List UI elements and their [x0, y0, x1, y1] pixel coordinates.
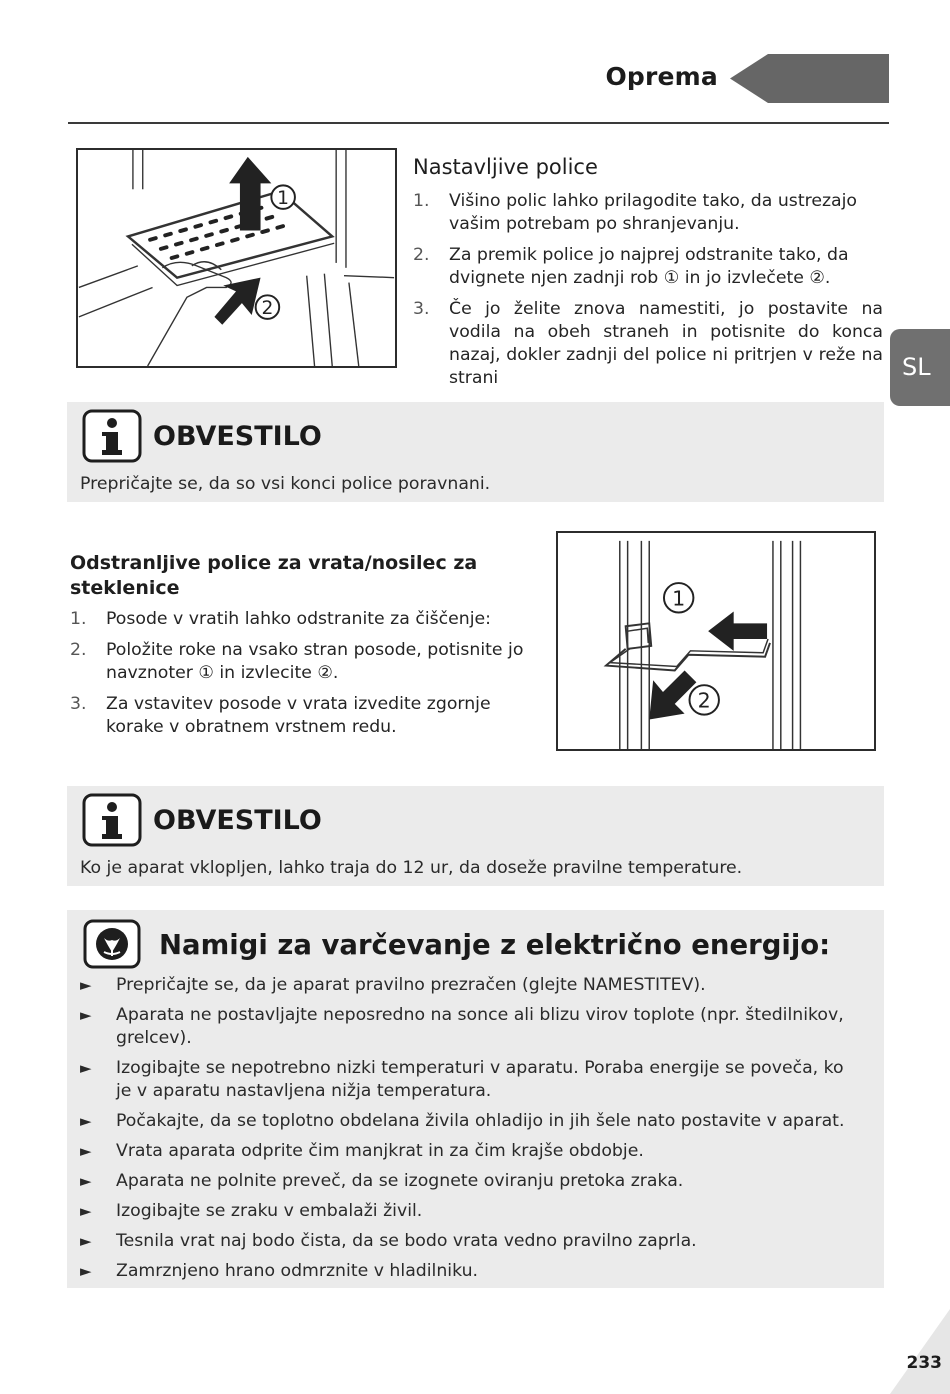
- bullet-arrow-icon: ►: [80, 1059, 92, 1077]
- door-shelves-steps: [70, 608, 540, 747]
- list-item: ► Tesnila vrat naj bodo čista, da se bodo vrata vedno pravilno zaprla.: [80, 1231, 697, 1251]
- language-tab-label: SL: [902, 353, 931, 381]
- page-corner-decoration: [890, 1309, 950, 1394]
- energy-tips-box: [67, 910, 884, 1288]
- bullet-arrow-icon: ►: [80, 1112, 92, 1130]
- header-divider: [68, 122, 889, 124]
- bullet-arrow-icon: ►: [80, 1262, 92, 1280]
- list-item: 3. Če jo želite znova namestiti, jo postavite na vodila na obeh straneh in potisnite do konca nazaj, dokler zadnji del police ni pritrjen v reže na strani: [413, 299, 883, 388]
- adjustable-shelves-steps: [413, 190, 883, 398]
- adjustable-shelf-illustration: [76, 148, 397, 368]
- energy-tips-heading: Namigi za varčevanje z električno energijo:: [159, 929, 831, 961]
- adjustable-shelves-heading: Nastavljive police: [413, 155, 598, 179]
- figure2-label-2: 2: [697, 688, 711, 713]
- page-number: 233: [906, 1353, 942, 1373]
- list-item: ► Zamrznjeno hrano odmrznite v hladilniku.: [80, 1261, 479, 1281]
- bullet-arrow-icon: ►: [80, 1172, 92, 1190]
- list-item: ► Izogibajte se nepotrebno nizki temperaturi v aparatu. Poraba energije se poveča, ko je v aparatu nastavljena nižja temperatura.: [80, 1058, 844, 1101]
- notice-box-shelf-alignment: [67, 402, 884, 502]
- bullet-arrow-icon: ►: [80, 1006, 92, 1024]
- notice-text: Ko je aparat vklopljen, lahko traja do 12 ur, da doseže pravilne temperature.: [80, 858, 743, 878]
- door-shelves-heading: Odstranljive police za vrata/nosilec za steklenice: [70, 552, 478, 599]
- bullet-arrow-icon: ►: [80, 1142, 92, 1160]
- language-tab: [890, 329, 950, 406]
- list-item: 2. Položite roke na vsako stran posode, potisnite jo navznoter ① in izvlecite ②.: [70, 640, 524, 683]
- info-icon: [81, 792, 143, 848]
- figure1-label-1: 1: [277, 188, 290, 209]
- figure1-label-2: 2: [261, 297, 274, 319]
- notice-heading: OBVESTILO: [153, 805, 322, 836]
- header-arrow-decoration: [730, 54, 889, 103]
- notice-text: Prepričajte se, da so vsi konci police poravnani.: [80, 474, 491, 494]
- door-shelf-illustration: [556, 531, 876, 751]
- list-item: 2. Za premik police jo najprej odstranite tako, da dvignete njen zadnji rob ① in jo izvlečete ②.: [413, 245, 849, 288]
- bullet-arrow-icon: ►: [80, 1232, 92, 1250]
- notice-heading: OBVESTILO: [153, 421, 322, 452]
- figure2-label-1: 1: [672, 586, 686, 611]
- list-item: 3. Za vstavitev posode v vrata izvedite zgornje korake v obratnem vrstnem redu.: [70, 694, 491, 737]
- list-item: ► Počakajte, da se toplotno obdelana živila ohladijo in jih šele nato postavite v aparat.: [80, 1111, 845, 1131]
- list-item: ► Izogibajte se zraku v embalaži živil.: [80, 1201, 423, 1221]
- list-item: ► Prepričajte se, da je aparat pravilno prezračen (glejte NAMESTITEV).: [80, 975, 706, 995]
- list-item: ► Aparata ne polnite preveč, da se izognete oviranju pretoka zraka.: [80, 1171, 684, 1191]
- info-icon: [81, 408, 143, 464]
- page-section-title: Oprema: [605, 62, 718, 91]
- list-item: ► Vrata aparata odprite čim manjkrat in za čim krajše obdobje.: [80, 1141, 644, 1161]
- list-item: ► Aparata ne postavljajte neposredno na sonce ali blizu virov toplote (npr. štedilnikov, grelcev).: [80, 1005, 844, 1048]
- list-item: 1. Posode v vratih lahko odstranite za čiščenje:: [70, 609, 491, 629]
- notice-box-temperature: [67, 786, 884, 886]
- bullet-arrow-icon: ►: [80, 1202, 92, 1220]
- bullet-arrow-icon: ►: [80, 976, 92, 994]
- list-item: 1. Višino polic lahko prilagodite tako, da ustrezajo vašim potrebam po shranjevanju.: [413, 191, 857, 234]
- leaf-icon: [82, 918, 142, 970]
- energy-tips-list: [80, 974, 860, 1290]
